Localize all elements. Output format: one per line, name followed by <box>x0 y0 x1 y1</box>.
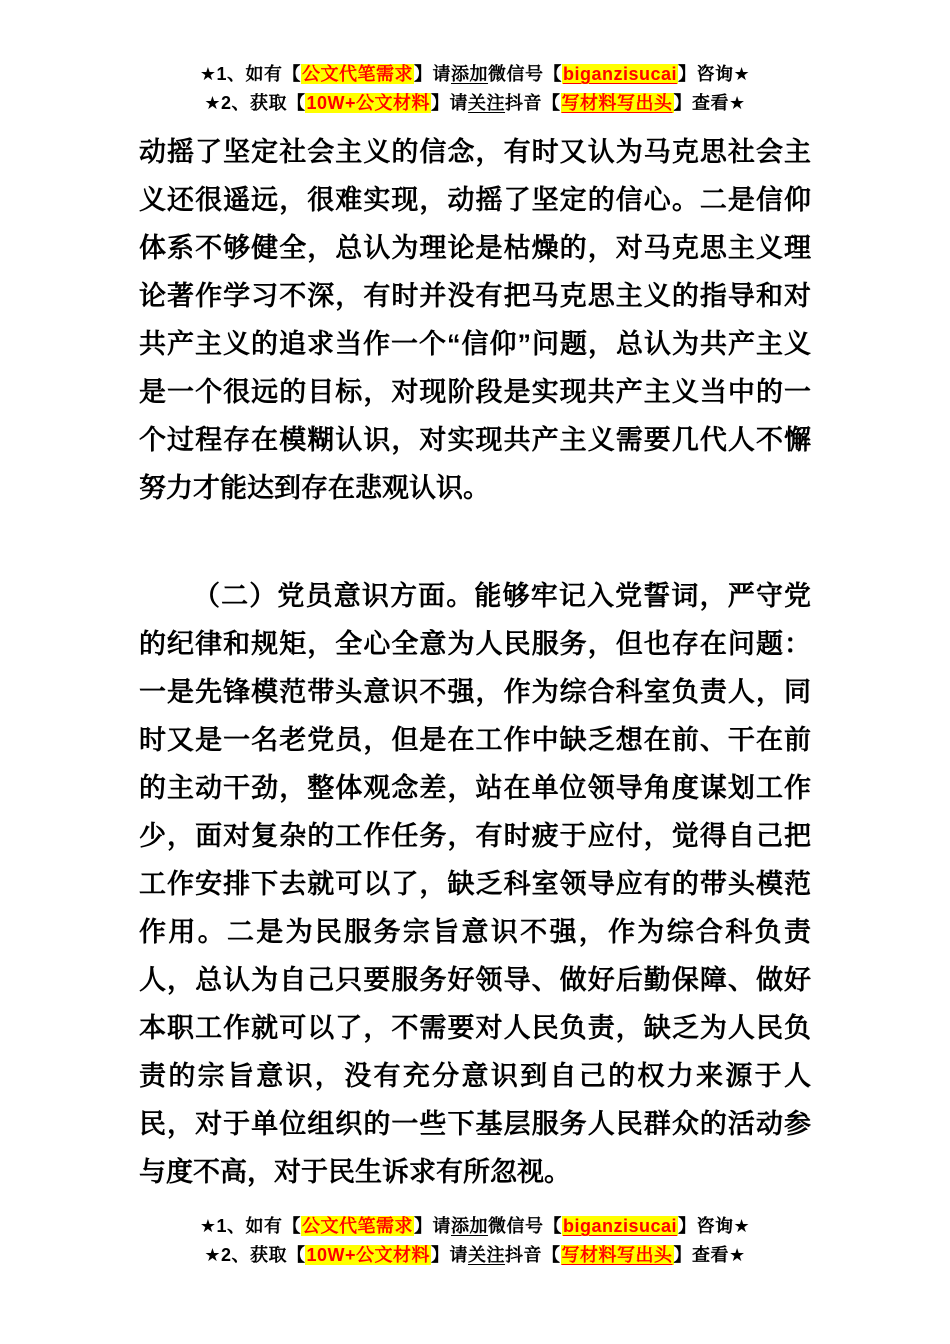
promo-highlight-wechat-id: biganzisucai <box>562 64 678 84</box>
promo-wechat-label: 微信号【 <box>487 64 562 84</box>
promo-suffix: 】查看★ <box>673 93 746 113</box>
promo-bracket: 】请 <box>413 1216 451 1236</box>
promo-underline-add: 添加 <box>450 64 488 84</box>
promo-suffix: 】咨询★ <box>678 1216 751 1236</box>
promo-highlight-wechat-id: biganzisucai <box>562 1216 678 1236</box>
promo-line-1 <box>0 1212 950 1241</box>
promo-prefix: ★2、获取【 <box>204 1245 306 1265</box>
promo-underline-add: 添加 <box>450 1216 488 1236</box>
promo-highlight-materials: 10W+公文材料 <box>306 1245 431 1265</box>
promo-douyin-label: 抖音【 <box>505 1245 561 1265</box>
promo-highlight-materials: 10W+公文材料 <box>306 93 431 113</box>
promo-bracket: 】请 <box>431 93 469 113</box>
promo-wechat-label: 微信号【 <box>487 1216 562 1236</box>
body-paragraph-belief: 动摇了坚定社会主义的信念，有时又认为马克思社会主义还很遥远，很难实现，动摇了坚定的信心。二是信仰体系不够健全，总认为理论是枯燥的，对马克思主义理论著作学习不深，有时并没有把马克思主义的指导和对共产主义的追求当作一个“信仰”问题，总认为共产主义是一个很远的目标，对现阶段是实现共产主义当中的一个过程存在模糊认识，对实现共产主义需要几代人不懈努力才能达到存在悲观认识。 <box>139 137 811 503</box>
promo-bracket: 】请 <box>431 1245 469 1265</box>
promo-highlight-douyin-id: 写材料写出头 <box>561 1245 673 1265</box>
promo-line-2 <box>0 89 950 118</box>
promo-prefix: ★2、获取【 <box>204 93 306 113</box>
promo-banner-bottom <box>0 1212 950 1270</box>
promo-highlight-service: 公文代笔需求 <box>301 64 413 84</box>
promo-prefix: ★1、如有【 <box>199 64 301 84</box>
promo-bracket: 】请 <box>413 64 451 84</box>
promo-line-1 <box>0 60 950 89</box>
promo-douyin-label: 抖音【 <box>505 93 561 113</box>
promo-highlight-douyin-id: 写材料写出头 <box>561 93 673 113</box>
promo-suffix: 】查看★ <box>673 1245 746 1265</box>
promo-prefix: ★1、如有【 <box>199 1216 301 1236</box>
promo-banner-top <box>0 60 950 118</box>
promo-highlight-service: 公文代笔需求 <box>301 1216 413 1236</box>
promo-underline-follow: 关注 <box>468 1245 506 1265</box>
promo-underline-follow: 关注 <box>468 93 506 113</box>
body-paragraph-party-awareness: （二）党员意识方面。能够牢记入党誓词，严守党的纪律和规矩，全心全意为人民服务，但也存在问题：一是先锋模范带头意识不强，作为综合科室负责人，同时又是一名老党员，但是在工作中缺乏想在前、干在前的主动干劲，整体观念差，站在单位领导角度谋划工作少，面对复杂的工作任务，有时疲于应付，觉得自己把工作安排下去就可以了，缺乏科室领导应有的带头模范作用。二是为民服务宗旨意识不强，作为综合科负责人，总认为自己只要服务好领导、做好后勤保障、做好本职工作就可以了，不需要对人民负责，缺乏为人民负责的宗旨意识，没有充分意识到自己的权力来源于人民，对于单位组织的一些下基层服务人民群众的活动参与度不高，对于民生诉求有所忽视。 <box>139 581 811 1187</box>
document-body <box>139 128 811 1196</box>
promo-line-2 <box>0 1241 950 1270</box>
promo-suffix: 】咨询★ <box>678 64 751 84</box>
